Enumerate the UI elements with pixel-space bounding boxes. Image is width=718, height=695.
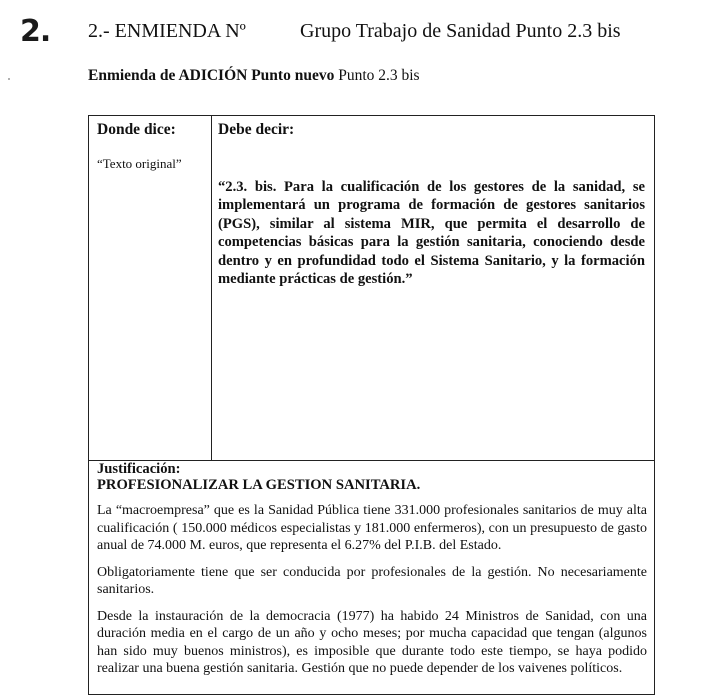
column-divider bbox=[211, 116, 212, 460]
document-header bbox=[88, 20, 688, 43]
enmienda-number: 2.- ENMIENDA Nº bbox=[88, 20, 246, 42]
justificacion-paragraph: Desde la instauración de la democracia (1977) ha habido 24 Ministros de Sanidad, con una duración media en el cargo de un año y ocho meses; por mucha capacidad que tengan (algunos han sido muy buenos ministros), es imposible que durante todo este tiempo, se haya podido realizar una buena gestión sanitaria. Gestión que no puede depender de los vaivenes políticos. bbox=[97, 608, 647, 676]
debe-decir-body: “2.3. bis. Para la cualificación de los gestores de la sanidad, se implementará un programa de formación de gestores sanitarios (PGS), similar al sistema MIR, que permita el desarrollo de competencias básicas para la gestión sanitaria, conociendo desde dentro y en profundidad todo el Sistema Sanitario, y la formación mediante prácticas de gestión.” bbox=[218, 179, 645, 288]
debe-decir-heading: Debe decir: bbox=[218, 121, 295, 138]
justificacion-heading: PROFESIONALIZAR LA GESTION SANITARIA. bbox=[97, 477, 421, 493]
enmienda-subtitle bbox=[88, 67, 420, 85]
enmienda-punto: Punto 2.3 bis bbox=[334, 67, 420, 84]
justificacion-paragraph: Obligatoriamente tiene que ser conducida por profesionales de la gestión. No necesariamente sanitarios. bbox=[97, 564, 647, 597]
scan-speck bbox=[8, 78, 10, 80]
handwritten-number: 2. bbox=[20, 14, 51, 49]
justificacion-paragraph: La “macroempresa” que es la Sanidad Pública tiene 331.000 profesionales sanitarios de muy alta cualificación ( 150.000 médicos especialistas y 181.000 enfermeros), con un presupuesto de gasto anual de 74.000 M. euros, que representa el 6.27% del P.I.B. del Estado. bbox=[97, 503, 647, 553]
justificacion-body bbox=[97, 502, 647, 687]
donde-dice-heading: Donde dice: bbox=[97, 121, 176, 138]
enmienda-type: Enmienda de ADICIÓN Punto nuevo bbox=[88, 67, 335, 84]
amendment-table bbox=[88, 115, 655, 695]
justificacion-label: Justificación: bbox=[97, 461, 181, 477]
grupo-title: Grupo Trabajo de Sanidad Punto 2.3 bis bbox=[300, 20, 621, 42]
texto-original: “Texto original” bbox=[97, 156, 182, 171]
